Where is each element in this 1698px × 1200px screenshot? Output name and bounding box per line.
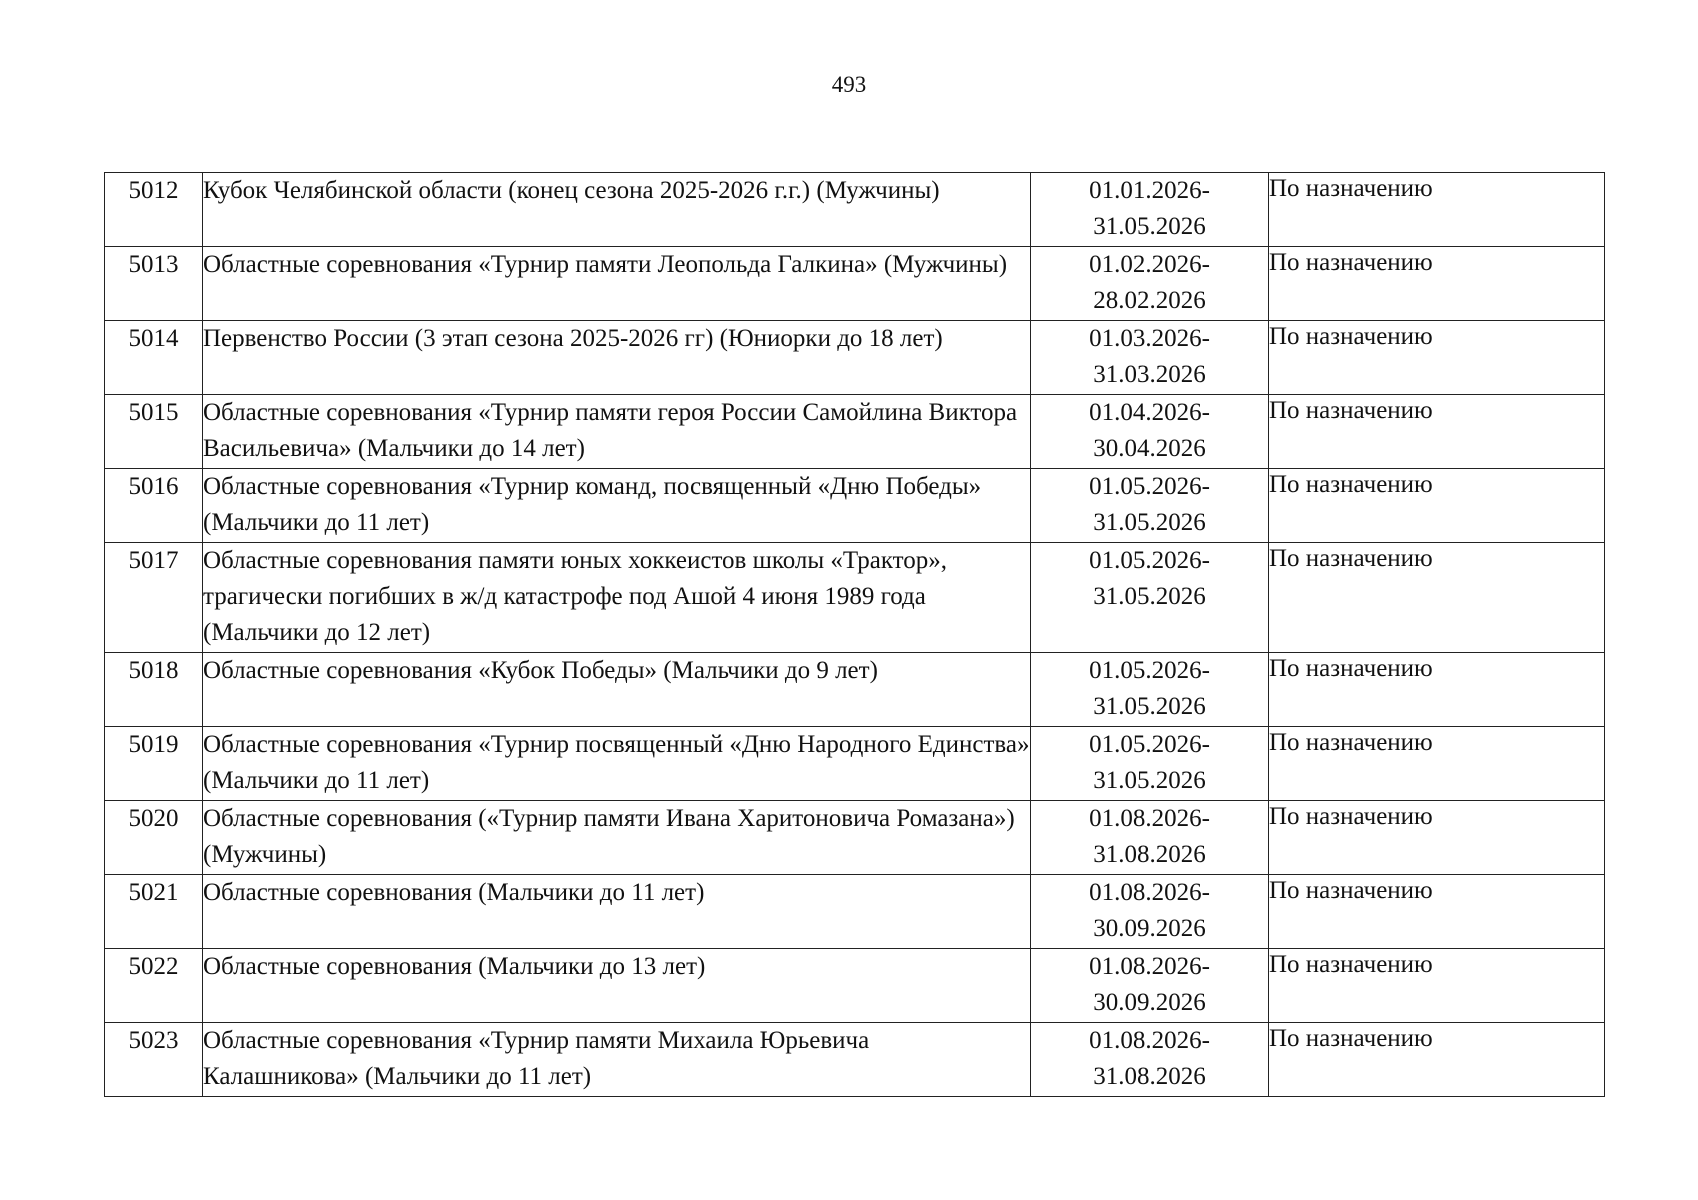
- event-dates: [1031, 875, 1269, 949]
- table-row: [105, 395, 1605, 469]
- event-dates: [1031, 247, 1269, 321]
- event-name: Областные соревнования «Турнир памяти героя России Самойлина Виктора Васильевича» (Мальчики до 14 лет): [203, 395, 1031, 469]
- event-dates: [1031, 543, 1269, 653]
- event-number: 5023: [105, 1023, 203, 1097]
- table-row: [105, 247, 1605, 321]
- event-number: 5019: [105, 727, 203, 801]
- event-dates: [1031, 469, 1269, 543]
- date-end: 31.05.2026: [1093, 767, 1206, 794]
- table-row: [105, 949, 1605, 1023]
- events-table: [104, 172, 1605, 1097]
- event-dates: [1031, 321, 1269, 395]
- event-dates: [1031, 395, 1269, 469]
- event-number: 5021: [105, 875, 203, 949]
- table-row: [105, 653, 1605, 727]
- event-number: 5018: [105, 653, 203, 727]
- date-end: 31.08.2026: [1093, 1063, 1206, 1090]
- event-number: 5017: [105, 543, 203, 653]
- table-row: [105, 801, 1605, 875]
- event-name: Областные соревнования («Турнир памяти Ивана Харитоновича Ромазана») (Мужчины): [203, 801, 1031, 875]
- event-name: Областные соревнования «Кубок Победы» (Мальчики до 9 лет): [203, 653, 1031, 727]
- event-note: По назначению: [1269, 653, 1605, 727]
- event-note: По назначению: [1269, 395, 1605, 469]
- date-end: 31.05.2026: [1093, 693, 1206, 720]
- table-row: [105, 173, 1605, 247]
- date-start: 01.08.2026-: [1089, 879, 1210, 906]
- date-start: 01.01.2026-: [1089, 177, 1210, 204]
- event-name: Областные соревнования «Турнир команд, посвященный «Дню Победы» (Мальчики до 11 лет): [203, 469, 1031, 543]
- event-dates: [1031, 949, 1269, 1023]
- event-dates: [1031, 801, 1269, 875]
- date-start: 01.05.2026-: [1089, 473, 1210, 500]
- event-number: 5016: [105, 469, 203, 543]
- event-note: По назначению: [1269, 469, 1605, 543]
- date-end: 30.04.2026: [1093, 435, 1206, 462]
- event-note: По назначению: [1269, 543, 1605, 653]
- event-number: 5013: [105, 247, 203, 321]
- date-end: 30.09.2026: [1093, 915, 1206, 942]
- date-end: 28.02.2026: [1093, 287, 1206, 314]
- date-end: 31.05.2026: [1093, 583, 1206, 610]
- date-start: 01.02.2026-: [1089, 251, 1210, 278]
- event-note: По назначению: [1269, 1023, 1605, 1097]
- date-start: 01.05.2026-: [1089, 731, 1210, 758]
- table-row: [105, 1023, 1605, 1097]
- event-number: 5015: [105, 395, 203, 469]
- event-note: По назначению: [1269, 321, 1605, 395]
- date-end: 30.09.2026: [1093, 989, 1206, 1016]
- date-end: 31.03.2026: [1093, 361, 1206, 388]
- table-row: [105, 543, 1605, 653]
- date-start: 01.08.2026-: [1089, 805, 1210, 832]
- date-start: 01.08.2026-: [1089, 953, 1210, 980]
- event-note: По назначению: [1269, 247, 1605, 321]
- event-name: Областные соревнования (Мальчики до 13 лет): [203, 949, 1031, 1023]
- event-name: Первенство России (3 этап сезона 2025-2026 гг) (Юниорки до 18 лет): [203, 321, 1031, 395]
- event-name: Областные соревнования «Турнир посвященный «Дню Народного Единства» (Мальчики до 11 лет): [203, 727, 1031, 801]
- event-note: По назначению: [1269, 801, 1605, 875]
- event-name: Областные соревнования «Турнир памяти Леопольда Галкина» (Мужчины): [203, 247, 1031, 321]
- event-dates: [1031, 727, 1269, 801]
- date-end: 31.05.2026: [1093, 213, 1206, 240]
- date-start: 01.03.2026-: [1089, 325, 1210, 352]
- event-note: По назначению: [1269, 949, 1605, 1023]
- table-row: [105, 469, 1605, 543]
- date-start: 01.05.2026-: [1089, 657, 1210, 684]
- date-start: 01.05.2026-: [1089, 547, 1210, 574]
- table-row: [105, 321, 1605, 395]
- table-row: [105, 875, 1605, 949]
- page-number: 493: [831, 72, 867, 97]
- event-dates: [1031, 1023, 1269, 1097]
- date-end: 31.05.2026: [1093, 509, 1206, 536]
- event-name: Областные соревнования памяти юных хоккеистов школы «Трактор», трагически погибших в ж/д катастрофе под Ашой 4 июня 1989 года (Мальчики до 12 лет): [203, 543, 1031, 653]
- table-row: [105, 727, 1605, 801]
- event-note: По назначению: [1269, 875, 1605, 949]
- date-start: 01.08.2026-: [1089, 1027, 1210, 1054]
- event-name: Областные соревнования (Мальчики до 11 лет): [203, 875, 1031, 949]
- event-dates: [1031, 653, 1269, 727]
- event-note: По назначению: [1269, 173, 1605, 247]
- event-name: Областные соревнования «Турнир памяти Михаила Юрьевича Калашникова» (Мальчики до 11 лет): [203, 1023, 1031, 1097]
- date-end: 31.08.2026: [1093, 841, 1206, 868]
- event-number: 5022: [105, 949, 203, 1023]
- event-number: 5012: [105, 173, 203, 247]
- event-number: 5014: [105, 321, 203, 395]
- event-number: 5020: [105, 801, 203, 875]
- event-note: По назначению: [1269, 727, 1605, 801]
- event-name: Кубок Челябинской области (конец сезона 2025-2026 г.г.) (Мужчины): [203, 173, 1031, 247]
- date-start: 01.04.2026-: [1089, 399, 1210, 426]
- event-dates: [1031, 173, 1269, 247]
